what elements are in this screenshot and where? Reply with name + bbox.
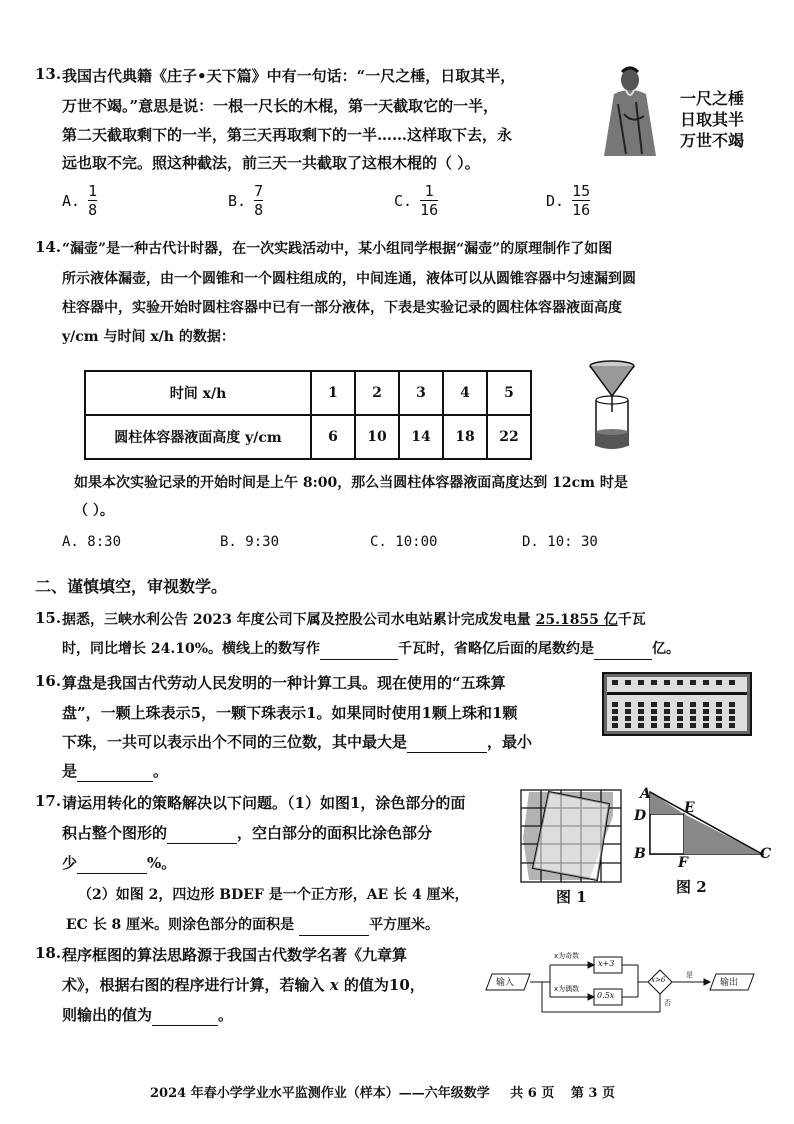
- q18-variable-x: x: [329, 976, 339, 994]
- q15-text-line-1: [62, 609, 646, 631]
- flow-odd-label: x为奇数: [554, 952, 580, 960]
- q18-text-line-3: [62, 1004, 233, 1026]
- q18-text: 则输出的值为: [62, 1006, 153, 1024]
- table-cell: 22: [487, 415, 531, 459]
- q15-text: 千瓦: [617, 612, 646, 628]
- footer-title: 2024 年春小学学业水平监测作业（样本）——六年级数学: [150, 1086, 490, 1101]
- q16-text-line-1: 算盘是我国古代劳动人民发明的一种计算工具。现在使用的“五珠算: [62, 674, 506, 692]
- q16-text: ，最小: [487, 733, 533, 751]
- q16-answer-blank-max[interactable]: [407, 752, 487, 753]
- q14-question-line-1: 如果本次实验记录的开始时间是上午 8:00，那么当圆柱体容器液面高度达到 12cm 时是: [74, 475, 628, 491]
- table-header-height: 圆柱体容器液面高度 y/cm: [85, 415, 311, 459]
- question-18-number: 18.: [35, 944, 62, 962]
- page-footer: [150, 1082, 615, 1101]
- table-cell: 6: [311, 415, 355, 459]
- q14-option-d[interactable]: D. 10: 30: [522, 534, 598, 550]
- question-14-number: 14.: [35, 238, 62, 256]
- q14-data-table: [84, 370, 532, 460]
- q14-text-line-4: y/cm 与时间 x/h 的数据：: [62, 329, 235, 345]
- q16-text-line-2: 盘”，一颗上珠表示5，一颗下珠表示1。如果同时使用1颗上珠和1颗: [62, 704, 518, 722]
- question-16-number: 16.: [35, 672, 62, 690]
- q17-text-line-2: [62, 822, 432, 844]
- table-cell: 14: [399, 415, 443, 459]
- question-13-number: 13.: [35, 65, 62, 83]
- q15-answer-blank-1[interactable]: [320, 659, 398, 660]
- q14-text-line-1: “漏壶”是一种古代计时器，在一次实践活动中，某小组同学根据“漏壶”的原理制作了如图: [62, 241, 613, 257]
- denominator: 16: [420, 201, 439, 219]
- q13-text-line-4: 远也取不完。照这种截法，前三天一共截取了这根木棍的（ ）。: [62, 154, 480, 172]
- denominator: 8: [254, 201, 264, 219]
- flow-op-half: 0.5x: [597, 991, 615, 1000]
- q17-text-line-4: （2）如图 2，四边形 BDEF 是一个正方形，AE 长 4 厘米，: [78, 887, 469, 903]
- q16-text: 。: [153, 762, 169, 780]
- q14-option-c[interactable]: C. 10:00: [370, 534, 438, 550]
- q17-text-line-5: [66, 914, 439, 936]
- table-cell: 18: [443, 415, 487, 459]
- numerator: 1: [88, 182, 98, 200]
- q14-question-line-2: （ ）。: [74, 503, 114, 519]
- q17-answer-blank-1[interactable]: [167, 843, 237, 844]
- q18-flowchart: [482, 950, 774, 1020]
- table-row: [85, 371, 531, 415]
- q18-text-line-1: 程序框图的算法思路源于我国古代数学名著《九章算: [62, 946, 408, 964]
- point-label-c: C: [760, 846, 772, 862]
- q13-option-a[interactable]: [62, 182, 97, 219]
- option-letter: D.: [546, 191, 565, 210]
- figure-2-label: 图 2: [676, 878, 707, 896]
- q18-text: 。: [218, 1006, 234, 1024]
- table-cell: 1: [311, 371, 355, 415]
- q14-option-b[interactable]: B. 9:30: [220, 534, 280, 550]
- q15-answer-blank-2[interactable]: [594, 659, 652, 660]
- q15-text-line-2: [62, 638, 680, 660]
- q16-text-line-4: [62, 760, 168, 782]
- abacus-illustration: [602, 672, 752, 736]
- q17-text: 平方厘米。: [369, 917, 440, 933]
- table-row: [85, 415, 531, 459]
- q17-text-line-3: [62, 852, 176, 874]
- table-cell: 4: [443, 371, 487, 415]
- point-label-a: A: [640, 786, 651, 802]
- q17-text-line-1: 请运用转化的策略解决以下问题。（1）如图1，涂色部分的面: [62, 794, 466, 812]
- q18-answer-blank[interactable]: [152, 1025, 218, 1026]
- question-15-number: 15.: [35, 609, 62, 627]
- point-label-d: D: [634, 808, 647, 824]
- q18-text: 术》，根据右图的程序进行计算，若输入: [62, 976, 330, 994]
- q16-text-line-3: [62, 731, 532, 753]
- table-header-time: 时间 x/h: [85, 371, 311, 415]
- q13-option-c[interactable]: [394, 182, 438, 219]
- table-cell: 5: [487, 371, 531, 415]
- q17-text: %。: [147, 854, 177, 872]
- table-cell: 2: [355, 371, 399, 415]
- zhuangzi-portrait-image: [596, 64, 668, 159]
- figure-1-label: 图 1: [556, 888, 587, 906]
- question-17-number: 17.: [35, 792, 62, 810]
- q17-text: 积占整个图形的: [62, 824, 168, 842]
- q17-answer-blank-3[interactable]: [299, 935, 369, 936]
- q15-text: 亿。: [652, 641, 681, 657]
- point-label-f: F: [678, 855, 688, 871]
- table-cell: 10: [355, 415, 399, 459]
- q13-option-b[interactable]: [228, 182, 263, 219]
- q13-side-text-3: 万世不竭: [680, 131, 745, 150]
- q13-text-line-1: 我国古代典籍《庄子•天下篇》中有一句话：“一尺之棰，日取其半，: [62, 67, 516, 85]
- q14-text-line-3: 柱容器中，实验开始时圆柱容器中已有一部分液体，下表是实验记录的圆柱体容器液面高度: [62, 300, 622, 316]
- denominator: 16: [572, 201, 591, 219]
- q15-text: 据悉，三峡水利公告 2023 年度公司下属及控股公司水电站累计完成发电量: [62, 612, 536, 628]
- clepsydra-illustration: [582, 356, 642, 456]
- flow-output-box: 输出: [720, 978, 739, 988]
- figure-2-triangle: [630, 784, 778, 874]
- q16-text: 是: [62, 762, 78, 780]
- option-letter: C.: [394, 191, 413, 210]
- flow-input-box: 输入: [496, 978, 515, 988]
- point-label-e: E: [684, 800, 695, 816]
- numerator: 1: [424, 182, 434, 200]
- q15-underlined-number: 25.1855 亿: [535, 612, 618, 628]
- q14-option-a[interactable]: A. 8:30: [62, 534, 122, 550]
- denominator: 8: [88, 201, 98, 219]
- numerator: 7: [254, 182, 264, 200]
- option-letter: B.: [228, 191, 247, 210]
- footer-current-page: 第 3 页: [570, 1086, 615, 1101]
- q17-text: 少: [62, 854, 78, 872]
- footer-total-pages: 共 6 页: [510, 1086, 555, 1101]
- q18-text: 的值为10，: [338, 976, 425, 994]
- q16-text: 下珠，一共可以表示出个不同的三位数，其中最大是: [62, 733, 408, 751]
- q17-text: EC 长 8 厘米。则涂色部分的面积是: [66, 917, 295, 933]
- q13-option-d[interactable]: [546, 182, 590, 219]
- flow-even-label: x为偶数: [554, 985, 580, 993]
- q16-answer-blank-min[interactable]: [77, 781, 153, 782]
- flow-op-add: x+3: [598, 959, 615, 968]
- q13-text-line-2: 万世不竭。”意思是说：一根一尺长的木棍，第一天截取它的一半，: [62, 97, 499, 115]
- q14-text-line-2: 所示液体漏壶，由一个圆锥和一个圆柱组成的，中间连通，液体可以从圆锥容器中匀速漏到圆: [62, 271, 636, 287]
- option-letter: A.: [62, 191, 81, 210]
- section-2-title: 二、谨慎填空，审视数学。: [35, 577, 228, 596]
- q17-text: ，空白部分的面积比涂色部分: [237, 824, 433, 842]
- q15-text: 时，同比增长 24.10%。横线上的数写作: [62, 641, 321, 657]
- q15-text: 千瓦时，省略亿后面的尾数约是: [398, 641, 595, 657]
- figure-1-grid: [519, 788, 623, 884]
- q13-text-line-3: 第二天截取剩下的一半，第三天再取剩下的一半……这样取下去，永: [62, 126, 513, 144]
- point-label-b: B: [634, 846, 646, 862]
- flow-condition: x>6: [651, 976, 666, 984]
- q17-answer-blank-2[interactable]: [77, 873, 147, 874]
- q18-text-line-2: [62, 974, 425, 996]
- q13-side-text-1: 一尺之棰: [680, 89, 745, 108]
- flow-yes-label: 是: [686, 971, 693, 979]
- q13-side-text-2: 日取其半: [680, 110, 745, 129]
- table-cell: 3: [399, 371, 443, 415]
- flow-no-label: 否: [664, 999, 671, 1007]
- numerator: 15: [572, 182, 591, 200]
